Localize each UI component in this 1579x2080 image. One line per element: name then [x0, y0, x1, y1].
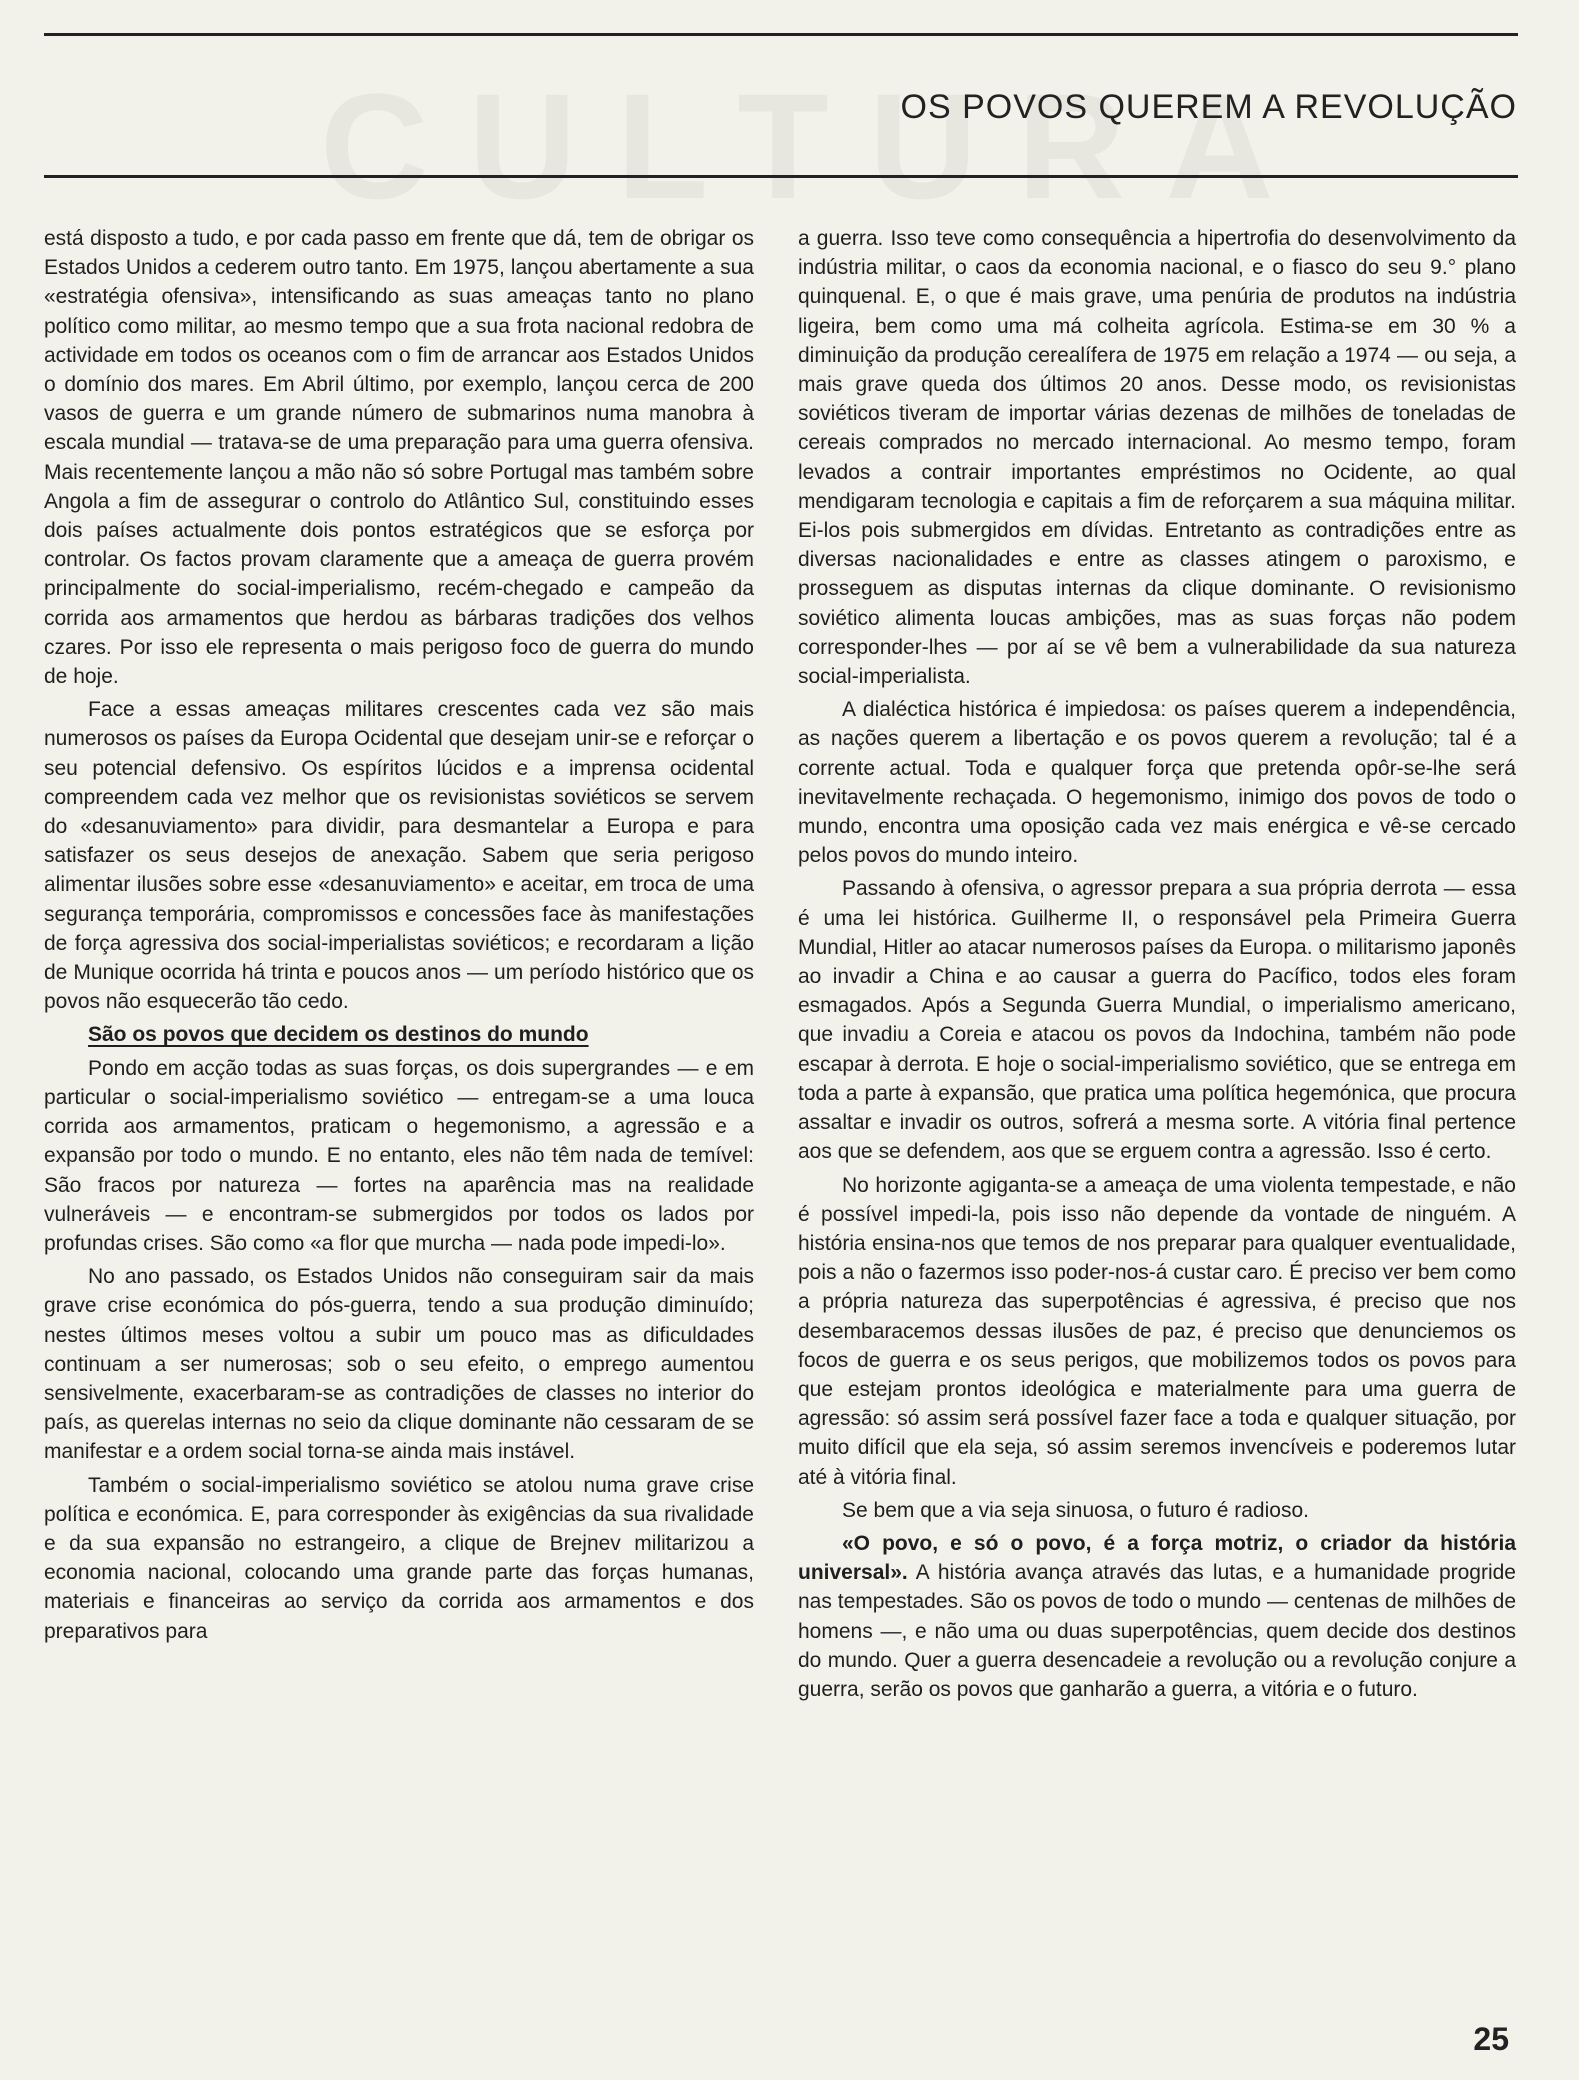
- section-watermark: [320, 60, 1314, 233]
- header-top-rule: [44, 33, 1518, 36]
- quote-bold: «O povo, e só o povo, é a força motriz, o criador da história universal».: [798, 1531, 1516, 1585]
- paragraph: No horizonte agiganta-se a ameaça de uma violenta tempestade, e não é possível impedi-la, pois isso não depende da vontade de ninguém. A história ensina-nos que temos de nos preparar para qualquer eventualidade, pois a não o fazermos isso poder-nos-á custar caro. É preciso ver bem como a própria natureza das superpotências é agressiva, é preciso que nos desembaracemos dessas ilusões de paz, é preciso que denunciemos os focos de guerra e os seus perigos, que mobilizemos todos os povos para que estejam prontos ideológica e materialmente para uma guerra de agressão: só assim será possível fazer face a toda e qualquer situação, por muito difícil que ela seja, só assim seremos invencíveis e poderemos lutar até à vitória final.: [798, 1173, 1516, 1489]
- header-bottom-rule: [44, 175, 1518, 178]
- paragraph: Face a essas ameaças militares crescentes cada vez são mais numerosos os países da Europa Ocidental que desejam unir-se e reforçar o seu potencial defensivo. Os espíritos lúcidos e a imprensa ocidental compreendem cada vez melhor que os revisionistas soviéticos se servem do «desanuviamento» para dividir, para desmantelar a Europa e para satisfazer os seus desejos de anexação. Sabem que seria perigoso alimentar ilusões sobre esse «desanuviamento» e aceitar, em troca de uma segurança temporária, compromissos e concessões face às manifestações de força agressiva dos social-imperialistas soviéticos; e recordaram a lição de Munique ocorrida há trinta e poucos anos — um período histórico que os povos não esquecerão tão cedo.: [44, 698, 754, 1014]
- quote-continuation: A história avança através das lutas, e a humanidade progride nas tempestades. São os povos de todo o mundo — centenas de milhões de homens —, e não uma ou duas superpotências, quem decide dos destinos do mundo. Quer a guerra desencadeie a revolução ou a revolução conjure a guerra, serão os povos que ganharão a guerra, a vitória e o futuro.: [798, 1561, 1516, 1701]
- paragraph: a guerra. Isso teve como consequência a hipertrofia do desenvolvimento da indústria militar, o caos da economia nacional, e o fiasco do seu 9.° plano quinquenal. E, o que é mais grave, uma penúria de produtos na indústria ligeira, bem como uma má colheita agrícola. Estima-se em 30 % a diminuição da produção cerealífera de 1975 em relação a 1974 — ou seja, a mais grave queda dos últimos 20 anos. Desse modo, os revisionistas soviéticos tiveram de importar várias dezenas de milhões de toneladas de cereais comprados no mercado internacional. Ao mesmo tempo, foram levados a contrair importantes empréstimos no Ocidente, ao qual mendigaram tecnologia e capitais a fim de reforçarem a sua máquina militar. Ei-los pois submergidos em dívidas. Entretanto as contradições entre as diversas nacionalidades e entre as classes atingem o paroxismo, e prosseguem as disputas internas da clique dominante. O revisionismo soviético alimenta loucas ambições, mas as suas forças não podem corresponder-lhes — por aí se vê bem a vulnerabilidade da sua natureza social-imperialista.: [798, 227, 1516, 689]
- paragraph: está disposto a tudo, e por cada passo em frente que dá, tem de obrigar os Estados Unidos a cederem outro tanto. Em 1975, lançou abertamente a sua «estratégia ofensiva», intensificando as suas ameaças tanto no plano político como militar, ao mesmo tempo que a sua frota nacional redobra de actividade em todos os oceanos com o fim de arrancar aos Estados Unidos o domínio dos mares. Em Abril último, por exemplo, lançou cerca de 200 vasos de guerra e um grande número de submarinos numa manobra à escala mundial — tratava-se de uma preparação para uma guerra ofensiva. Mais recentemente lançou a mão não só sobre Portugal mas também sobre Angola a fim de assegurar o controlo do Atlântico Sul, constituindo esses dois países actualmente dois pontos estratégicos que se esforça por controlar. Os factos provam claramente que a ameaça de guerra provém principalmente do social-imperialismo, recém-chegado e campeão da corrida aos armamentos que herdou as bárbaras tradições dos velhos czares. Por isso ele representa o mais perigoso foco de guerra do mundo de hoje.: [44, 227, 754, 689]
- article-title: OS POVOS QUEREM A REVOLUÇÃO: [900, 88, 1517, 126]
- paragraph: Passando à ofensiva, o agressor prepara a sua própria derrota — essa é uma lei histórica. Guilherme II, o responsável pela Primeira Guerra Mundial, Hitler ao atacar numerosos países da Europa. o militarismo japonês ao invadir a China e ao causar a guerra do Pacífico, todos eles foram esmagados. Após a Segunda Guerra Mundial, o imperialismo americano, que invadiu a Coreia e atacou os povos da Indochina, também não pode escapar à derrota. E hoje o social-imperialismo soviético, que se entrega em toda a parte à expansão, que pratica uma política hegemónica, que procura assaltar e invadir os outros, sofrerá a mesma sorte. A vitória final pertence aos que se defendem, aos que se erguem contra a agressão. Isso é certo.: [798, 877, 1516, 1164]
- paragraph: No ano passado, os Estados Unidos não conseguiram sair da mais grave crise económica do pós-guerra, tendo a sua produção diminuído; nestes últimos meses voltou a subir um pouco mas as dificuldades continuam a ser numerosas; sob o seu efeito, o emprego aumentou sensivelmente, exacerbaram-se as contradições de classes no interior do país, as querelas internas no seio da clique dominante não cessaram de se manifestar e a ordem social torna-se ainda mais instável.: [44, 1265, 754, 1464]
- page-number: 25: [1473, 2021, 1509, 2057]
- right-column: [798, 224, 1516, 1708]
- paragraph: Pondo em acção todas as suas forças, os dois supergrandes — e em particular o social-imperialismo soviético — entregam-se a uma louca corrida aos armamentos, praticam o hegemonismo, a agressão e a expansão por todo o mundo. E no entanto, eles não têm nada de temível: São fracos por natureza — fortes na aparência mas na realidade vulneráveis — e encontram-se submergidos por todos os lados por profundas crises. São como «a flor que murcha — nada pode impedi-lo».: [44, 1056, 754, 1255]
- paragraph: Se bem que a via seja sinuosa, o futuro é radioso.: [842, 1498, 1309, 1522]
- paragraph: Também o social-imperialismo soviético se atolou numa grave crise política e económica. E, para corresponder às exigências da sua rivalidade e da sua expansão no estrangeiro, a clique de Brejnev militarizou a economia nacional, colocando uma grande parte das forças humanas, materiais e financeiras ao serviço da corrida aos armamentos e dos preparativos para: [44, 1473, 754, 1643]
- section-subheading: São os povos que decidem os destinos do mundo: [88, 1023, 589, 1047]
- paragraph: A dialéctica histórica é impiedosa: os países querem a independência, as nações querem a libertação e os povos querem a revolução; tal é a corrente actual. Toda e qualquer força que pretenda opôr-se-lhe será inevitavelmente rechaçada. O hegemonismo, inimigo dos povos de todo o mundo, encontra uma oposição cada vez mais enérgica e vê-se cercado pelos povos do mundo inteiro.: [798, 698, 1516, 868]
- left-column: [44, 224, 754, 1650]
- paragraph: [798, 1529, 1516, 1704]
